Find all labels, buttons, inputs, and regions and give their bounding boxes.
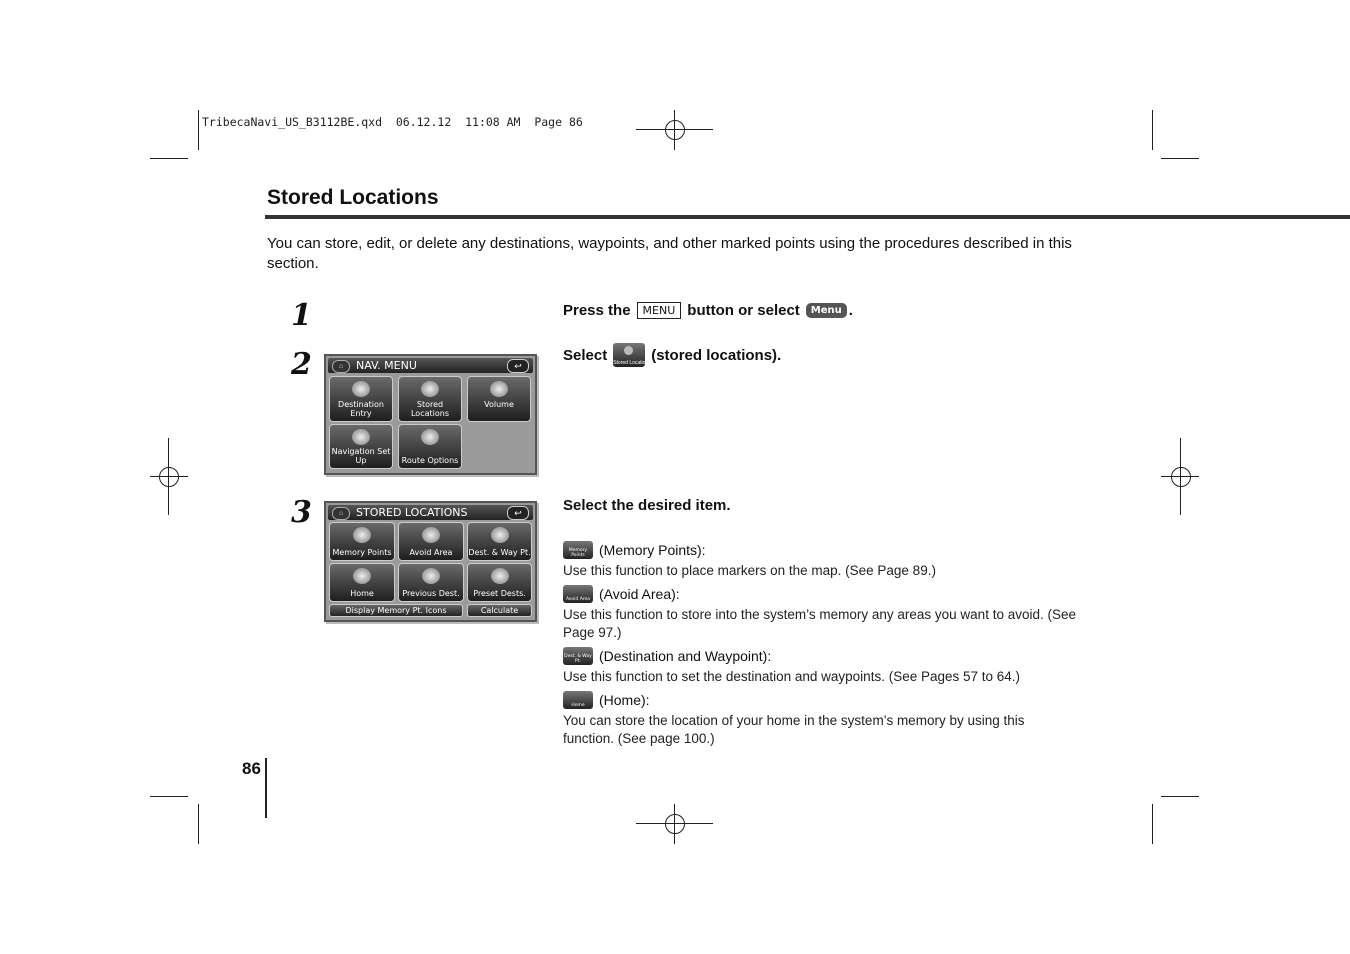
crop-mark	[198, 110, 199, 150]
avoid-area-icon: Avoid Area	[563, 585, 593, 603]
route-options-tile: Route Options	[398, 424, 462, 469]
stored-locations-icon: Stored Locations	[613, 343, 645, 367]
step-1-instruction	[563, 302, 853, 319]
detour-arrow-icon	[422, 527, 440, 543]
flags-icon	[491, 527, 509, 543]
registration-mark	[1180, 438, 1181, 515]
menu-button-icon: Menu	[806, 303, 847, 318]
item-description: Use this function to set the destination and waypoints. (See Pages 57 to 64.)	[563, 669, 1021, 684]
screen-title: STORED LOCATIONS	[356, 506, 468, 519]
registration-mark	[1171, 467, 1191, 487]
house-icon	[353, 568, 371, 584]
step-2-instruction	[563, 343, 781, 367]
registration-mark	[665, 814, 685, 834]
item-description: Use this function to place markers on the map. (See Page 89.)	[563, 563, 936, 578]
dest-way-pt-tile: Dest. & Way Pt.	[467, 522, 532, 561]
item-description: Use this function to store into the system’s memory any areas you want to avoid. (See Page 97.)	[563, 607, 1076, 640]
print-slug: TribecaNavi_US_B3112BE.qxd 06.12.12 11:08 AM Page 86	[202, 115, 583, 129]
tools-icon	[352, 429, 370, 445]
step-3-instruction: Select the desired item.	[563, 497, 731, 514]
flags-icon	[422, 568, 440, 584]
pin-icon	[353, 527, 371, 543]
step-text: Select	[563, 346, 608, 364]
pin-icon	[491, 568, 509, 584]
item-heading: Home (Home):	[563, 691, 1103, 709]
item-heading: Memory Points (Memory Points):	[563, 541, 1103, 559]
flag-icon	[352, 381, 370, 397]
step-text: (stored locations).	[651, 346, 782, 364]
speaker-icon	[490, 381, 508, 397]
crop-mark	[150, 796, 188, 797]
route-icon	[421, 429, 439, 445]
back-arrow-icon: ↩	[507, 506, 529, 520]
crop-mark	[1161, 796, 1199, 797]
destination-entry-tile: Destination Entry	[329, 376, 393, 422]
nav-menu-screen	[324, 354, 537, 475]
home-icon: Home	[563, 691, 593, 709]
screen-header	[328, 358, 533, 373]
registration-mark	[159, 467, 179, 487]
crop-mark	[198, 804, 199, 844]
step-text: .	[848, 302, 853, 319]
item-description: You can store the location of your home in the system’s memory by using this function. (See page 100.)	[563, 713, 1025, 746]
registration-mark	[168, 438, 169, 515]
step-number: 1	[291, 298, 312, 333]
page-number: 86	[242, 759, 261, 778]
dest-way-pt-icon: Dest. & Way Pt.	[563, 647, 593, 665]
preset-dests-tile: Preset Dests.	[467, 563, 532, 602]
navigation-setup-tile: Navigation Set Up	[329, 424, 393, 469]
step-number: 3	[291, 495, 312, 530]
display-memory-icons-button: Display Memory Pt. Icons	[329, 604, 463, 617]
stored-locations-tile: Stored Locations	[398, 376, 462, 422]
registration-mark	[150, 476, 188, 477]
intro-paragraph: You can store, edit, or delete any destinations, waypoints, and other marked points using the procedures described in this section.	[267, 235, 1072, 272]
step-text: Press the	[563, 302, 631, 319]
step-text: button or select	[687, 302, 800, 319]
registration-mark	[665, 120, 685, 140]
step-number: 2	[291, 347, 312, 382]
title-rule	[265, 215, 1350, 219]
home-tile: Home	[329, 563, 395, 602]
home-icon: ⌂	[332, 360, 350, 373]
crop-mark	[1152, 110, 1153, 150]
crop-mark	[1161, 158, 1199, 159]
memory-points-tile: Memory Points	[329, 522, 395, 561]
crop-mark	[1152, 804, 1153, 844]
screen-header	[328, 505, 533, 520]
pin-icon	[421, 381, 439, 397]
page-number-rule	[265, 758, 267, 818]
menu-key-icon: MENU	[637, 302, 682, 319]
home-icon: ⌂	[332, 507, 350, 520]
memory-points-icon: Memory Points	[563, 541, 593, 559]
previous-dest-tile: Previous Dest.	[398, 563, 464, 602]
item-heading: Dest. & Way Pt. (Destination and Waypoint):	[564, 648, 772, 664]
stored-locations-screen	[324, 501, 537, 622]
item-heading: Avoid Area (Avoid Area):	[563, 585, 1103, 603]
registration-mark	[674, 804, 675, 844]
avoid-area-tile: Avoid Area	[398, 522, 464, 561]
crop-mark	[150, 158, 188, 159]
volume-tile: Volume	[467, 376, 531, 422]
registration-mark	[674, 110, 675, 150]
calculate-button: Calculate	[467, 604, 532, 617]
screen-title: NAV. MENU	[356, 359, 417, 372]
page-title: Stored Locations	[267, 186, 439, 209]
item-list	[563, 541, 1103, 748]
back-arrow-icon: ↩	[507, 359, 529, 373]
